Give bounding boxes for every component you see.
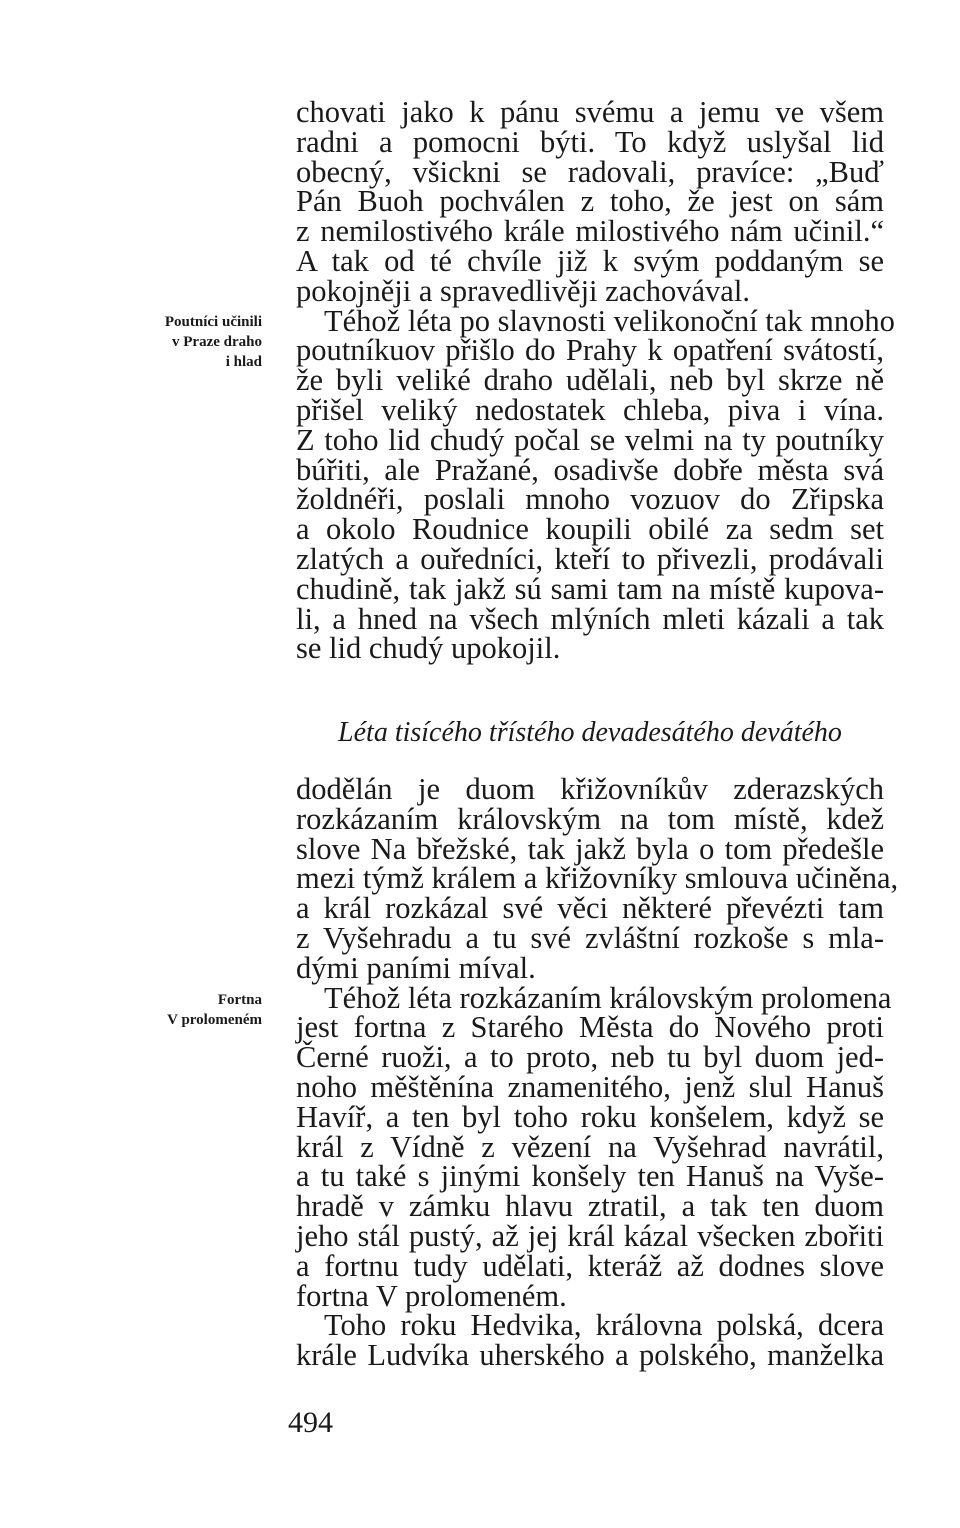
- text-line: hradě v zámku hlavu ztratil, a tak ten duom: [296, 1189, 884, 1224]
- margin-note-line: v Praze draho: [172, 334, 262, 350]
- text-line: A tak od té chvíle již k svým poddaným se: [296, 243, 884, 278]
- text-line: přišel veliký nedostatek chleba, piva i vína.: [296, 392, 884, 427]
- text-line: Téhož léta rozkázaním královským prolomena: [324, 980, 892, 1015]
- text-line: Černé ruoži, a to proto, neb tu byl duom jed-: [296, 1040, 884, 1075]
- text-line: Havíř, a ten byl toho roku konšelem, když se: [296, 1099, 884, 1134]
- text-line: že byli veliké draho udělali, neb byl skrze ně: [296, 363, 884, 398]
- margin-note-fortna: [110, 990, 262, 1030]
- text-line: rozkázaním královským na tom místě, kdež: [296, 801, 884, 836]
- margin-note-line: Poutníci učinili: [164, 314, 262, 330]
- text-line: se lid chudý upokojil.: [296, 631, 561, 666]
- text-line: slove Na břežské, tak jakž byla o tom předešle: [296, 831, 884, 866]
- text-line: búřiti, ale Pražané, osadivše dobře města svá: [296, 452, 884, 487]
- text-line: radni a pomocni býti. To když uslyšal lid: [296, 124, 884, 159]
- text-line: žoldnéři, poslali mnoho vozuov do Zřipska: [296, 482, 884, 517]
- text-line: dými paními míval.: [296, 950, 536, 985]
- section-heading: Léta tisícého třístého devadesátého devátého: [338, 717, 842, 748]
- text-line: z nemilostivého krále milostivého nám učinil.“: [296, 214, 884, 249]
- text-line: dodělán je duom křižovníkův zderazských: [296, 772, 884, 806]
- margin-note-line: Fortna: [217, 992, 262, 1008]
- text-line: a král rozkázal své věci některé převézti tam: [296, 891, 884, 926]
- text-line: a fortnu tudy udělati, kteráž až dodnes slove: [296, 1248, 884, 1283]
- margin-note-line: V prolomeném: [167, 1012, 262, 1028]
- text-line: noho měštěnína znamenitého, jenž slul Hanuš: [296, 1069, 884, 1104]
- text-line: obecný, všickni se radovali, pravíce: „Buď: [296, 154, 884, 189]
- margin-note-line: i hlad: [225, 354, 262, 370]
- text-line: poutníkuov přišlo do Prahy k opatření svátostí,: [296, 333, 884, 368]
- text-line: fortna V prolomeném.: [296, 1278, 567, 1313]
- text-line: Téhož léta po slavnosti velikonoční tak mnoho: [324, 303, 895, 338]
- text-line: zlatých a ouředníci, kteří to přivezli, prodávali: [296, 541, 884, 576]
- text-line: jeho stál pustý, až jej král kázal všecken zbořiti: [296, 1218, 884, 1253]
- text-line: pokojněji a spravedlivěji zachovával.: [296, 273, 750, 308]
- text-line: a tu také s jinými konšely ten Hanuš na Vyše-: [296, 1159, 884, 1194]
- text-line: z Vyšehradu a tu své zvláštní rozkoše s mla-: [296, 920, 884, 955]
- text-line: li, a hned na všech mlýních mleti kázali a tak: [296, 601, 884, 636]
- text-line: mezi týmž králem a křižovníky smlouva učiněna,: [296, 861, 899, 896]
- page-number: 494: [288, 1406, 333, 1439]
- text-line: chovati jako k pánu svému a jemu ve všem: [296, 95, 884, 129]
- text-line: Pán Buoh pochválen z toho, že jest on sám: [296, 184, 884, 219]
- paragraph-block-2: [296, 772, 899, 1373]
- text-line: Z toho lid chudý počal se velmi na ty poutníky: [296, 422, 884, 457]
- text-line: a okolo Roudnice koupili obilé za sedm set: [296, 512, 884, 547]
- text-line: král z Vídně z vězení na Vyšehrad navrátil,: [296, 1129, 884, 1164]
- text-line: krále Ludvíka uherského a polského, manželka: [296, 1338, 884, 1373]
- paragraph-block-1: [296, 95, 895, 666]
- text-line: jest fortna z Starého Města do Nového proti: [296, 1010, 884, 1045]
- text-line: Toho roku Hedvika, královna polská, dcera: [324, 1308, 884, 1343]
- text-line: chudině, tak jakž sú sami tam na místě kupova-: [296, 571, 884, 606]
- margin-note-pilgrims: [110, 312, 262, 372]
